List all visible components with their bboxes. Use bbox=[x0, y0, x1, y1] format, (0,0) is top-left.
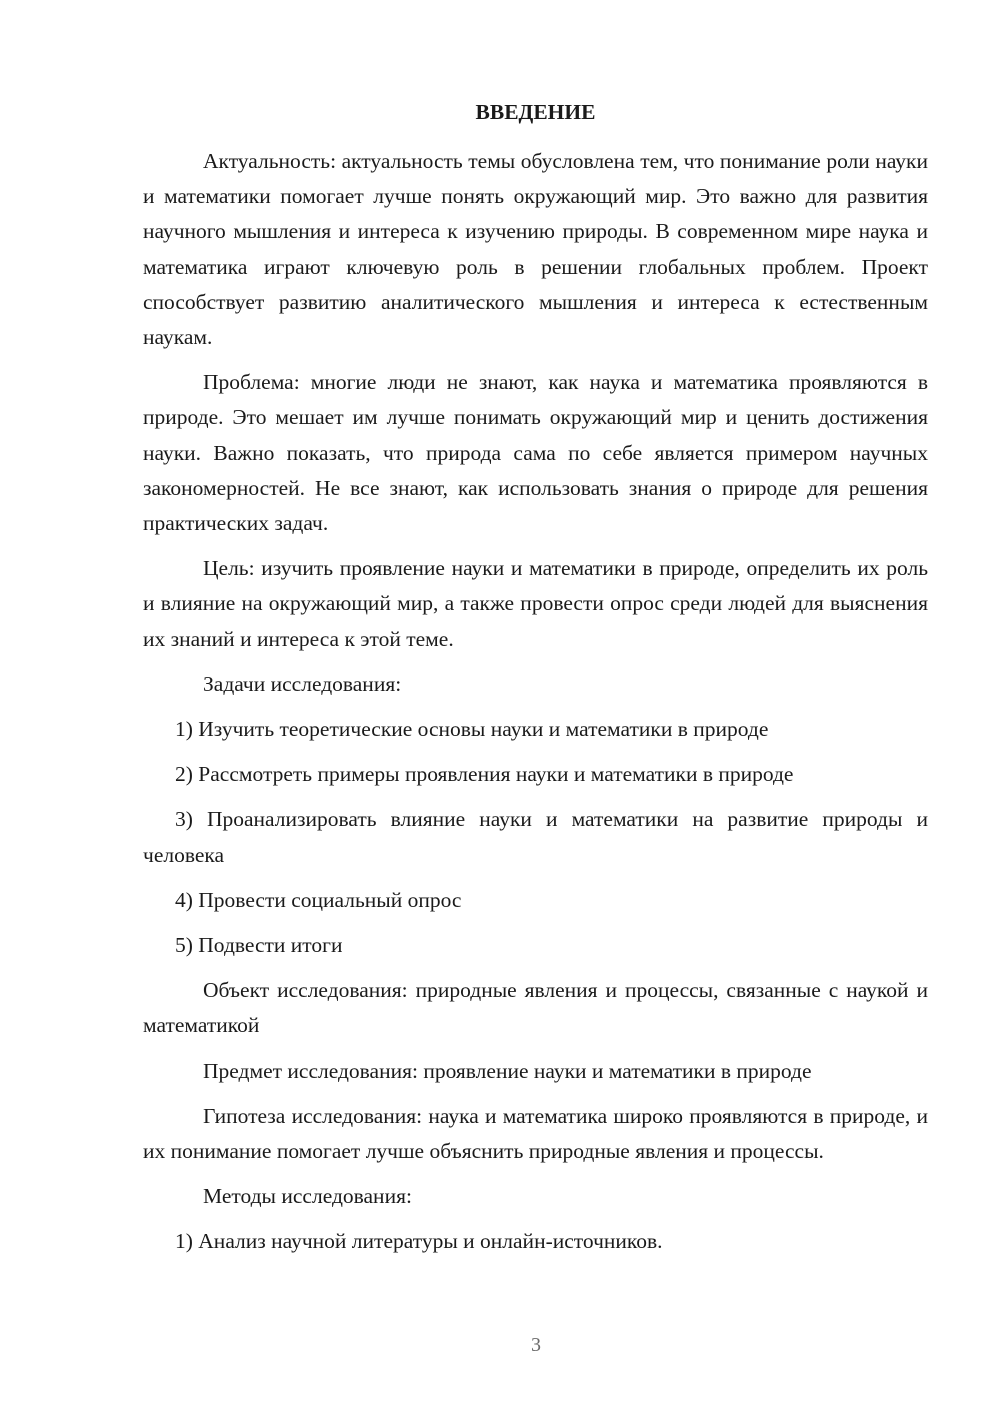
paragraph-tasks-heading: Задачи исследования: bbox=[203, 671, 402, 696]
page-number: 3 bbox=[531, 1334, 541, 1356]
paragraph-problem: Проблема: многие люди не знают, как наука и математика проявляются в природе. Это мешает им лучше понимать окружающий мир и ценить достижения науки. Важно показать, что природа сама по себе является примером научных закономерностей. Не все знают, как использовать знания о природе для решения практических задач. bbox=[143, 370, 928, 536]
task-item: 1) Изучить теоретические основы науки и математики в природе bbox=[175, 717, 769, 742]
section-title: ВВЕДЕНИЕ bbox=[475, 100, 596, 124]
task-item: 4) Провести социальный опрос bbox=[175, 887, 462, 912]
document-page bbox=[143, 95, 928, 1270]
paragraph-hypothesis: Гипотеза исследования: наука и математика широко проявляются в природе, и их понимание помогает лучше объяснить природные явления и процессы. bbox=[143, 1103, 928, 1164]
paragraph-object: Объект исследования: природные явления и процессы, связанные с наукой и математикой bbox=[143, 978, 928, 1038]
method-item: 1) Анализ научной литературы и онлайн-источников. bbox=[175, 1229, 663, 1254]
task-item: 2) Рассмотреть примеры проявления науки и математики в природе bbox=[175, 762, 794, 787]
task-item: 3) Проанализировать влияние науки и математики на развитие природы и человека bbox=[143, 807, 928, 867]
paragraph-subject: Предмет исследования: проявление науки и математики в природе bbox=[203, 1058, 812, 1083]
task-item: 5) Подвести итоги bbox=[175, 933, 343, 958]
paragraph-methods-heading: Методы исследования: bbox=[203, 1184, 412, 1209]
paragraph-relevance: Актуальность: актуальность темы обусловлена тем, что понимание роли науки и математики помогает лучше понять окружающий мир. Это важно для развития научного мышления и интереса к изучению природы. В современном мире наука и математика играют ключевую роль в решении глобальных проблем. Проект способствует развитию аналитического мышления и интереса к естественным наукам. bbox=[143, 149, 928, 350]
paragraph-goal: Цель: изучить проявление науки и математики в природе, определить их роль и влияние на окружающий мир, а также провести опрос среди людей для выяснения их знаний и интереса к этой теме. bbox=[143, 556, 928, 651]
